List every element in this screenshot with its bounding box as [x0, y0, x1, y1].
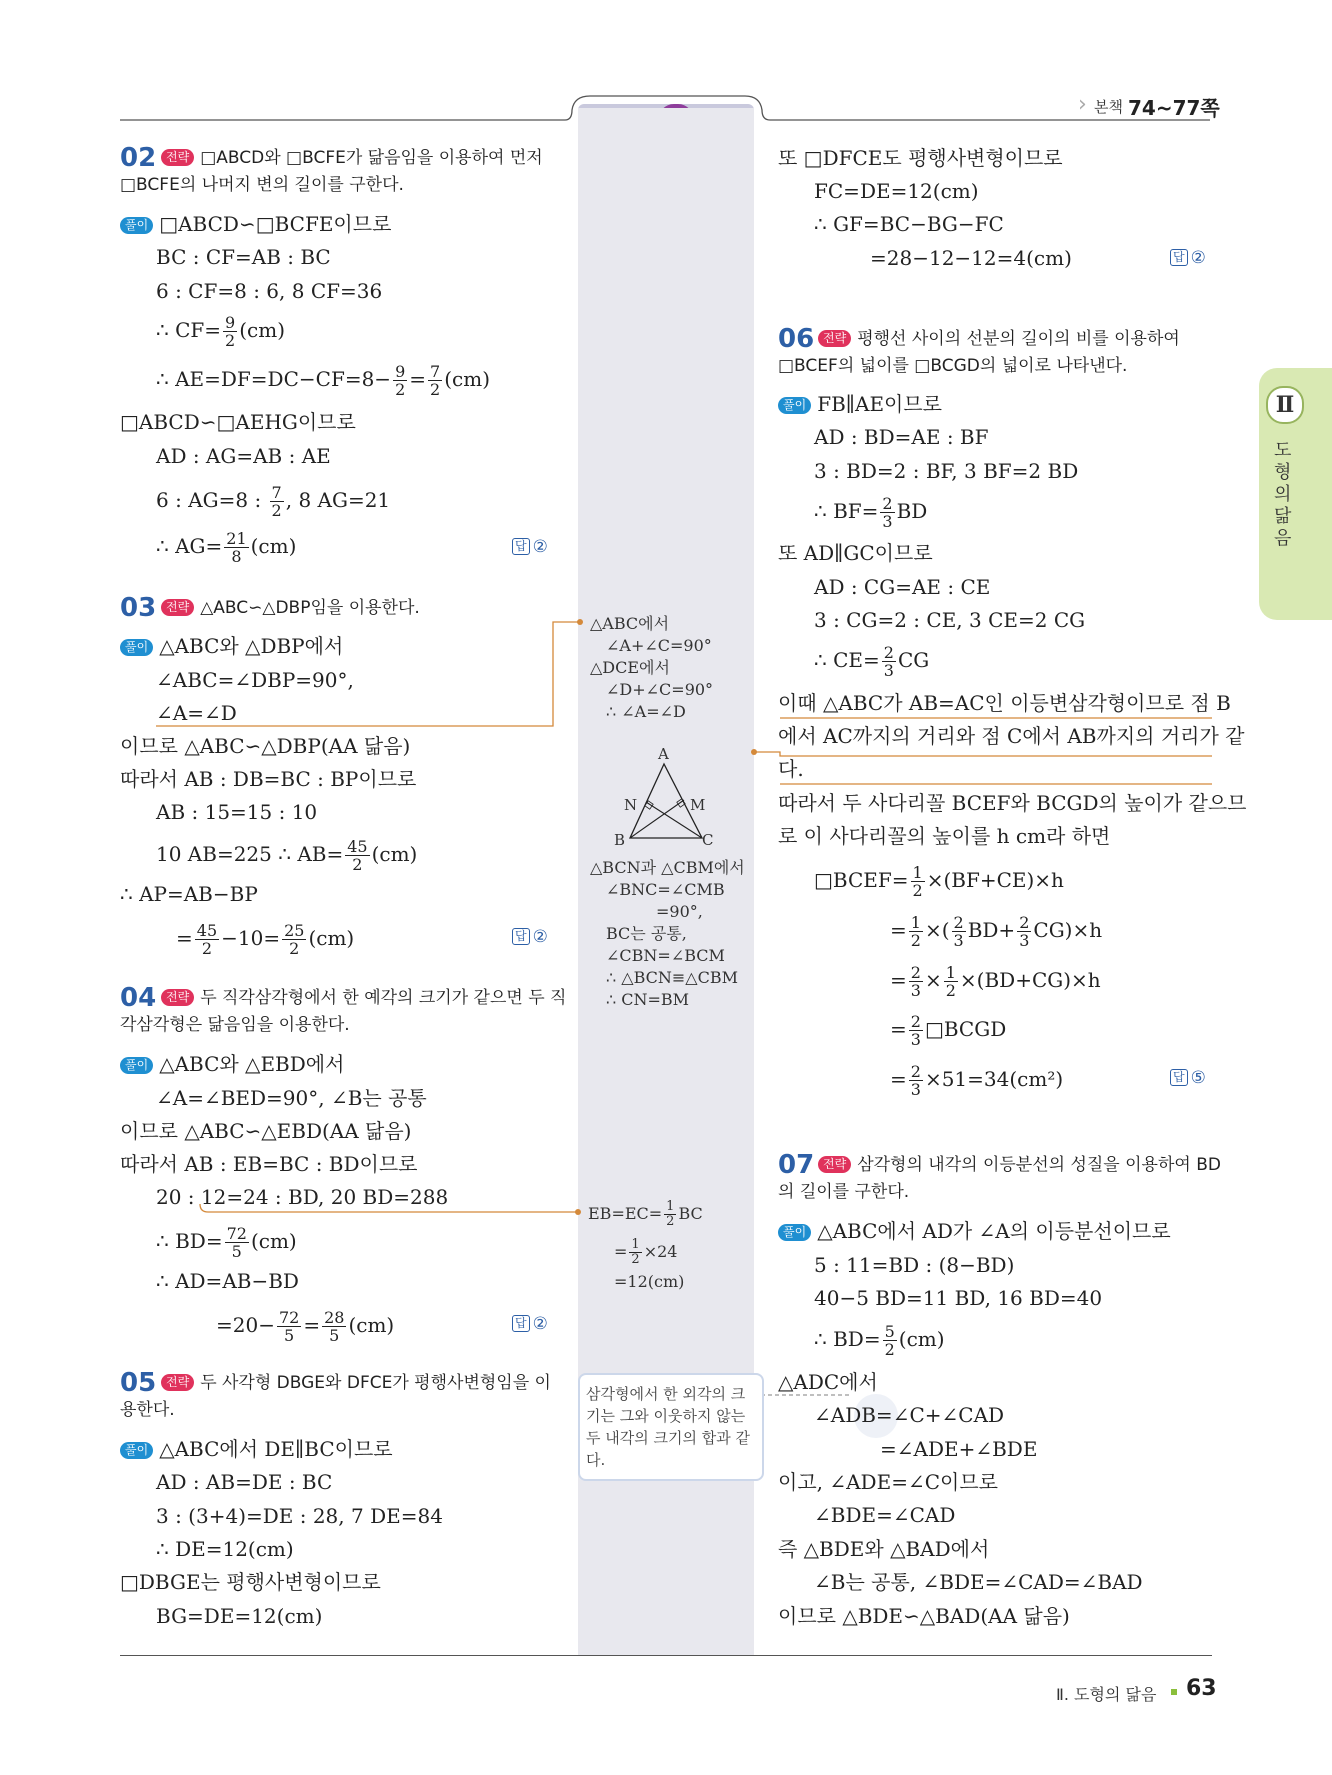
side-note: ∠D+∠C=90°	[606, 680, 714, 699]
strategy: 전략 삼각형의 내각의 이등분선의 성질을 이용하여 BD	[818, 1152, 1221, 1178]
ref-pages: 74~77쪽	[1128, 96, 1220, 120]
tip-box: 삼각형에서 한 외각의 크기는 그와 이웃하지 않는 두 내각의 크기의 합과 같다.	[578, 1373, 764, 1481]
solution-line: ∴ GF=BC−BG−FC	[814, 212, 1004, 236]
question-number: 03	[120, 593, 157, 623]
footer-chapter: Ⅱ. 도형의 닮음	[1056, 1685, 1157, 1704]
solution-line: AD : CG=AE : CE	[814, 575, 991, 599]
strategy-text: 각삼각형은 닮음임을 이용한다.	[120, 1015, 350, 1035]
solution-line: AD : AG=AB : AE	[156, 444, 331, 468]
solution-line: = $\frac{2}{3}$ × $\frac{1}{2}$ ×(BD+CG)×h	[890, 963, 1101, 1000]
strategy: 전략 △ABC∽△DBP임을 이용한다.	[161, 595, 420, 621]
vertex-label: C	[702, 831, 714, 849]
side-note: =90°,	[656, 902, 703, 921]
page-number: 63	[1186, 1676, 1217, 1701]
side-note: △BCN과 △CBM에서	[590, 858, 745, 877]
strategy-text: 의 길이를 구한다.	[778, 1182, 910, 1202]
solution-line: ∴ AG= $\frac{21}{8}$ (cm)	[156, 529, 297, 566]
solution-line: = $\frac{1}{2}$ ×( $\frac{2}{3}$ BD+ $\frac{2}{3}$ CG)×h	[890, 913, 1103, 950]
vertex-label: M	[690, 796, 706, 814]
side-note: △DCE에서	[590, 658, 670, 677]
strategy-text: 용한다.	[120, 1400, 175, 1420]
strategy: 전략 두 직각삼각형에서 한 예각의 크기가 같으면 두 직	[161, 985, 566, 1011]
solution-line: =∠ADE+∠BDE	[880, 1437, 1038, 1461]
side-note: ∴ ∠A=∠D	[606, 702, 686, 721]
solution-line: BC : CF=AB : BC	[156, 245, 331, 269]
chapter-tab-text: 도형의 닮음	[1274, 440, 1292, 549]
solution-line: ∠ABC=∠DBP=90°,	[156, 668, 354, 692]
solution-line: 3 : (3+4)=DE : 28, 7 DE=84	[156, 1504, 443, 1528]
solution-line: AD : AB=DE : BC	[156, 1470, 333, 1494]
strategy	[161, 145, 543, 171]
strategy-text: □BCEF의 넓이를 □BCGD의 넓이로 나타낸다.	[778, 356, 1128, 376]
solution-line: 이므로 △BDE∽△BAD(AA 닮음)	[778, 1604, 1070, 1628]
solution-line: 풀이 △ABC에서 AD가 ∠A의 이등분선이므로	[778, 1219, 1171, 1243]
solution-line: 즉 △BDE와 △BAD에서	[778, 1537, 990, 1561]
line-text: □ABCD∽□BCFE이므로	[159, 212, 392, 236]
solution-line: 이므로 △ABC∽△DBP(AA 닮음)	[120, 734, 411, 758]
answer: 답 ②	[512, 927, 548, 947]
solution-line: ∴ BD= $\frac{72}{5}$ (cm)	[156, 1224, 297, 1261]
solution-line: 이때 △ABC가 AB=AC인 이등변삼각형이므로 점 B	[778, 691, 1231, 715]
strategy: 전략 두 사각형 DBGE와 DFCE가 평행사변형임을 이	[161, 1370, 551, 1396]
solution-line: 3 : CG=2 : CE, 3 CE=2 CG	[814, 608, 1086, 632]
solution-line: △ADC에서	[778, 1370, 878, 1394]
solution-line: 다.	[778, 757, 804, 781]
solution-line: AD : BD=AE : BF	[814, 425, 989, 449]
solution-line: =20− $\frac{72}{5}$ = $\frac{28}{5}$ (cm)	[216, 1308, 395, 1345]
solution-line: 5 : 11=BD : (8−BD)	[814, 1253, 1015, 1277]
solution-line: □ABCD∽□AEHG이므로	[120, 410, 356, 434]
solution-line: ∴ CE= $\frac{2}{3}$ CG	[814, 643, 930, 680]
question-number: 07	[778, 1150, 815, 1180]
solution-line: 풀이 △ABC와 △DBP에서	[120, 634, 343, 658]
solution-line: 따라서 두 사다리꼴 BCEF와 BCGD의 높이가 같으므	[778, 791, 1247, 815]
ref-label: 본책	[1094, 98, 1123, 116]
solution-line: 20 : 12=24 : BD, 20 BD=288	[156, 1185, 449, 1209]
solution-line: = $\frac{2}{3}$ ×51=34(cm²)	[890, 1062, 1064, 1099]
solution-line: ∠ADB=∠C+∠CAD	[814, 1403, 1005, 1427]
side-note: ∠CBN=∠BCM	[606, 946, 725, 965]
solution-line: 따라서 AB : EB=BC : BD이므로	[120, 1152, 418, 1176]
solution-line: 에서 AC까지의 거리와 점 C에서 AB까지의 거리가 같	[778, 724, 1245, 748]
solution-line: 이므로 △ABC∽△EBD(AA 닮음)	[120, 1119, 412, 1143]
solution-line: 풀이 △ABC에서 DE∥BC이므로	[120, 1437, 393, 1461]
solution-line: 또 □DFCE도 평행사변형이므로	[778, 146, 1063, 170]
strategy-text: □ABCD와 □BCFE가 닮음임을 이용하여 먼저	[200, 148, 543, 168]
vertex-label: B	[614, 831, 626, 849]
solution-line: ∴ BF= $\frac{2}{3}$ BD	[814, 494, 928, 531]
footer-dot	[1171, 1689, 1177, 1695]
solution-line: = $\frac{2}{3}$ □BCGD	[890, 1012, 1007, 1049]
vertex-label: N	[624, 796, 638, 814]
solution-line: ∴ AE=DF=DC−CF=8− $\frac{9}{2}$ = $\frac{7}{2}$ (cm)	[156, 362, 490, 399]
answer: 답 ②	[1170, 248, 1206, 268]
footer-rule	[120, 1655, 1212, 1656]
solution-line: 풀이 △ABC와 △EBD에서	[120, 1052, 344, 1076]
solution-line: ∠BDE=∠CAD	[814, 1503, 956, 1527]
solution-line: ∴ CF= $\frac{9}{2}$ (cm)	[156, 313, 285, 350]
side-note: = $\frac{1}{2}$ ×24	[614, 1237, 678, 1267]
side-note: △ABC에서	[590, 614, 670, 633]
strategy-text: □BCFE의 나머지 변의 길이를 구한다.	[120, 175, 404, 195]
side-note: ∴ △BCN≡△CBM	[606, 968, 738, 987]
solution-line: 풀이 FB∥AE이므로	[778, 392, 942, 416]
solution-line: 로 이 사다리꼴의 높이를 h cm라 하면	[778, 824, 1111, 848]
question-number: 04	[120, 983, 157, 1013]
solution-badge: 풀이	[120, 217, 153, 234]
solution-line: ∠A=∠BED=90°, ∠B는 공통	[156, 1086, 427, 1110]
side-note: ∴ CN=BM	[606, 990, 690, 1009]
solution-line: ∴ DE=12(cm)	[156, 1537, 294, 1561]
side-note: BC는 공통,	[606, 924, 687, 943]
side-note: =12(cm)	[614, 1272, 685, 1291]
solution-line: 6 : AG=8 : $\frac{7}{2}$ , 8 AG=21	[156, 483, 391, 520]
solution-line: BG=DE=12(cm)	[156, 1604, 323, 1628]
vertex-label: A	[658, 745, 669, 763]
side-note: EB=EC= $\frac{1}{2}$ BC	[588, 1199, 703, 1229]
solution-line: =28−12−12=4(cm)	[870, 246, 1072, 270]
solution-line	[120, 212, 391, 236]
solution-line: 3 : BD=2 : BF, 3 BF=2 BD	[814, 459, 1079, 483]
solution-line: FC=DE=12(cm)	[814, 179, 979, 203]
question-number: 05	[120, 1368, 157, 1398]
solution-line: = $\frac{45}{2}$ −10= $\frac{25}{2}$ (cm)	[176, 921, 355, 958]
solution-line: 40−5 BD=11 BD, 16 BD=40	[814, 1286, 1103, 1310]
solution-line: ∴ AD=AB−BD	[156, 1269, 299, 1293]
question-number: 06	[778, 324, 815, 354]
strategy-badge: 전략	[161, 149, 194, 166]
solution-line: ∴ BD= $\frac{5}{2}$ (cm)	[814, 1322, 945, 1359]
solution-line: ∠A=∠D	[156, 701, 237, 725]
solution-line: 6 : CF=8 : 6, 8 CF=36	[156, 279, 383, 303]
solution-line: 따라서 AB : DB=BC : BP이므로	[120, 767, 417, 791]
chevron-right-icon: ›	[1078, 92, 1087, 117]
answer: 답 ②	[512, 1314, 548, 1334]
solution-line: AB : 15=15 : 10	[156, 800, 318, 824]
solution-line: 이고, ∠ADE=∠C이므로	[778, 1470, 998, 1494]
solution-line: ∴ AP=AB−BP	[120, 882, 258, 906]
answer: 답 ②	[512, 537, 548, 557]
solution-line: □DBGE는 평행사변형이므로	[120, 1570, 381, 1594]
solution-line: 또 AD∥GC이므로	[778, 541, 933, 565]
strategy: 전략 평행선 사이의 선분의 길이의 비를 이용하여	[818, 326, 1180, 352]
solution-line: □BCEF= $\frac{1}{2}$ ×(BF+CE)×h	[814, 863, 1064, 900]
solution-line: 10 AB=225 ∴ AB= $\frac{45}{2}$ (cm)	[156, 837, 418, 874]
chapter-tab-numeral: Ⅱ	[1266, 386, 1304, 424]
side-note: ∠A+∠C=90°	[606, 636, 712, 655]
side-note: ∠BNC=∠CMB	[606, 880, 725, 899]
question-number: 02	[120, 143, 157, 173]
solution-line: ∠B는 공통, ∠BDE=∠CAD=∠BAD	[814, 1570, 1143, 1594]
answer: 답 ⑤	[1170, 1068, 1206, 1088]
